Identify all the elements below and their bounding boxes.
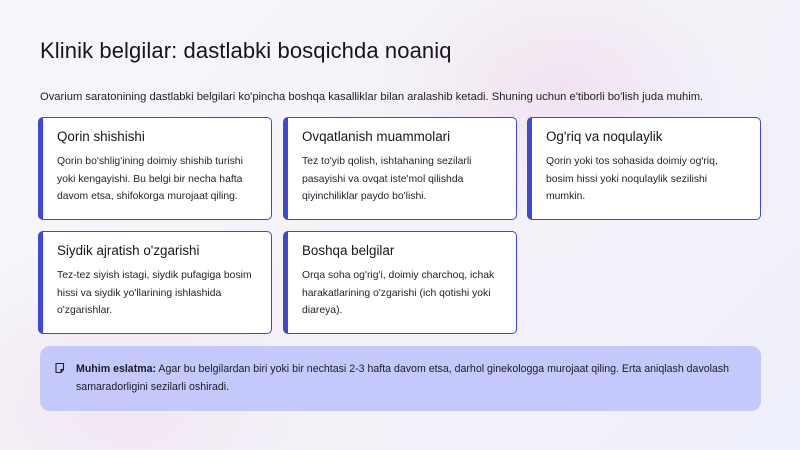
note-label: Muhim eslatma:: [76, 363, 157, 375]
card-title: Siydik ajratish o'zgarishi: [57, 243, 200, 258]
note-text: [76, 360, 743, 396]
card-text: Tez to'yib qolish, ishtahaning sezilarli pasayishi va ovqat iste'mol qilishda qiyinchiliklar paydo bo'lishi.: [302, 156, 472, 202]
important-note: [40, 346, 761, 411]
symptom-card-other: [283, 231, 517, 334]
symptom-card-bloating: [38, 117, 272, 220]
card-text: Qorin bo'shlig'ining doimiy shishib turishi yoki kengayishi. Bu belgi bir necha hafta davom etsa, shifokorga murojaat qiling.: [57, 156, 243, 202]
symptom-card-pain: [527, 117, 761, 220]
card-title: Ovqatlanish muammolari: [302, 129, 451, 144]
slide-title: Klinik belgilar: dastlabki bosqichda noaniq: [40, 38, 452, 63]
card-text: Qorin yoki tos sohasida doimiy og'riq, bosim hissi yoki noqulaylik sezilishi mumkin.: [546, 156, 718, 202]
card-title: Qorin shishishi: [57, 129, 145, 144]
card-text: Tez-tez siyish istagi, siydik pufagiga bosim hissi va siydik yo'llarining ishlashida o'zgarishlar.: [57, 270, 252, 316]
note-body: Agar bu belgilardan biri yoki bir nechtasi 2-3 hafta davom etsa, darhol ginekologga murojaat qiling. Erta aniqlash davolash samaradorligini sezilarli oshiradi.: [76, 363, 730, 393]
symptom-card-urination: [38, 231, 272, 334]
card-title: Boshqa belgilar: [302, 243, 395, 258]
card-text: Orqa soha og'rig'i, doimiy charchoq, ichak harakatlarining o'zgarishi (ich qotishi yoki diareya).: [302, 270, 495, 316]
note-icon: [54, 362, 66, 374]
card-title: Og'riq va noqulaylik: [546, 129, 663, 144]
symptom-card-eating-problems: [283, 117, 517, 220]
intro-text: Ovarium saratonining dastlabki belgilari ko'pincha boshqa kasalliklar bilan aralashib ketadi. Shuning uchun e'tiborli bo'lish juda muhim.: [40, 91, 704, 103]
